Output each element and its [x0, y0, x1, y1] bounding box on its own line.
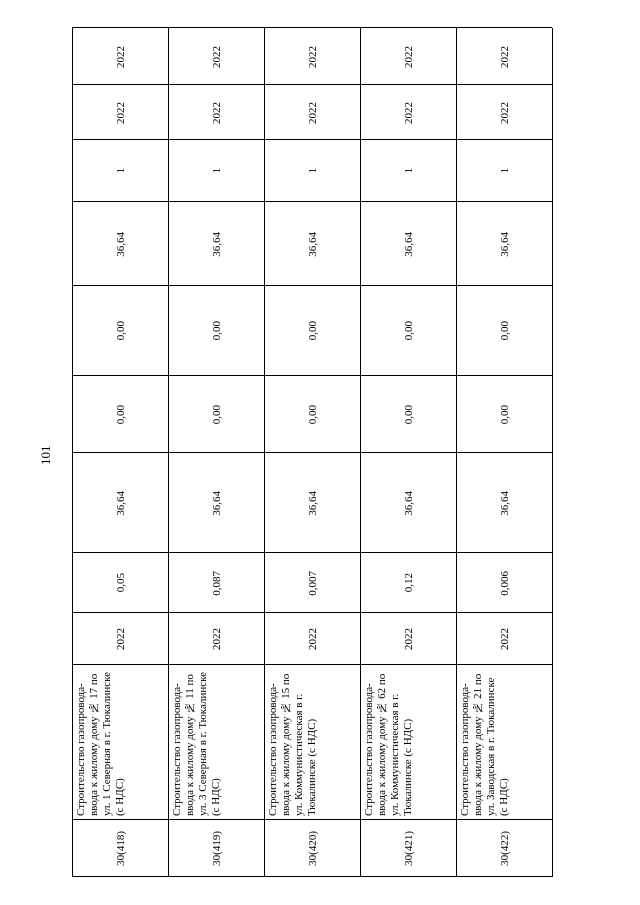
cell-text: 1: [114, 168, 127, 174]
cell-text: Строительство газопровода-ввода к жилому дому № 15 по ул. Коммунистическая в г. Тюкалинске (с НДС): [267, 673, 318, 816]
table-cell-v2: [265, 376, 361, 453]
cell-text: 36,64: [498, 231, 511, 257]
table-cell-count: [457, 140, 553, 202]
table-cell-id: [457, 820, 553, 877]
cell-text: 0,00: [402, 321, 415, 341]
cell-text: 2022: [498, 101, 511, 124]
table-cell-v2: [361, 376, 457, 453]
table-cell-name: [73, 665, 169, 820]
cell-text: 2022: [210, 628, 223, 650]
cell-text: 2022: [210, 101, 223, 124]
cell-text: 2022: [498, 45, 511, 68]
table-cell-year: [169, 613, 265, 665]
cell-text: 2022: [306, 628, 319, 650]
cell-text: 2022: [306, 101, 319, 124]
cell-text: 0,12: [402, 573, 415, 593]
cell-text: 2022: [402, 101, 415, 124]
table-cell-year: [457, 613, 553, 665]
table-cell-name: [169, 665, 265, 820]
table-grid: [72, 27, 552, 877]
table-cell-count: [169, 140, 265, 202]
cell-text: 0,00: [114, 404, 127, 425]
cell-text: 36,64: [402, 490, 415, 516]
table-cell-start: [73, 85, 169, 140]
cell-text: 2022: [210, 45, 223, 68]
table-cell-length: [265, 553, 361, 613]
table-cell-v3: [361, 286, 457, 376]
cell-text: 1: [498, 168, 511, 174]
cell-text: 0,087: [210, 570, 223, 596]
cell-text: 2022: [306, 45, 319, 68]
cell-text: 2022: [498, 628, 511, 650]
cell-text: 0,00: [306, 404, 319, 425]
cell-text: 30(419): [210, 831, 223, 866]
table-cell-start: [457, 85, 553, 140]
cell-text: Строительство газопровода-ввода к жилому дому № 62 по ул. Коммунистическая в г. Тюкалинске (с НДС): [363, 673, 414, 816]
table-cell-name: [265, 665, 361, 820]
cell-text: 2022: [114, 45, 127, 68]
table-cell-id: [361, 820, 457, 877]
table-cell-end: [361, 28, 457, 85]
table-cell-year: [73, 613, 169, 665]
cell-text: Строительство газопровода-ввода к жилому дому № 21 по ул. Заводская в г. Тюкалинске (с НДС): [459, 673, 510, 816]
cell-text: 30(418): [114, 831, 127, 866]
cell-text: 0,00: [402, 404, 415, 425]
cell-text: 30(420): [306, 831, 319, 866]
cell-text: 2022: [114, 628, 127, 650]
cell-text: 0,00: [498, 404, 511, 425]
table-cell-length: [457, 553, 553, 613]
cell-text: 30(422): [498, 831, 511, 866]
cell-text: Строительство газопровода-ввода к жилому дому № 11 по ул. 3 Северная в г. Тюкалинске (с НДС): [171, 671, 222, 816]
cell-text: 36,64: [402, 231, 415, 257]
cell-text: 36,64: [306, 231, 319, 257]
table-cell-length: [361, 553, 457, 613]
table-cell-id: [73, 820, 169, 877]
table-cell-v3: [169, 286, 265, 376]
table-cell-v3: [457, 286, 553, 376]
cell-text: 1: [210, 168, 223, 174]
cell-text: 2022: [402, 628, 415, 650]
table-cell-start: [265, 85, 361, 140]
cell-text: 0,00: [210, 321, 223, 341]
table-cell-year: [361, 613, 457, 665]
cell-text: 0,00: [498, 321, 511, 341]
table-cell-year: [265, 613, 361, 665]
cell-text: 0,00: [210, 404, 223, 425]
data-table: [72, 27, 552, 877]
table-cell-end: [169, 28, 265, 85]
table-cell-id: [265, 820, 361, 877]
cell-text: 0,00: [114, 321, 127, 341]
cell-text: 0,006: [498, 570, 511, 596]
table-cell-end: [265, 28, 361, 85]
table-cell-name: [457, 665, 553, 820]
table-cell-v2: [457, 376, 553, 453]
table-cell-count: [361, 140, 457, 202]
cell-text: 1: [306, 168, 319, 174]
table-cell-count: [73, 140, 169, 202]
table-cell-v1: [265, 453, 361, 553]
table-cell-v4: [457, 202, 553, 286]
cell-text: 0,00: [306, 321, 319, 341]
cell-text: 0,007: [306, 570, 319, 596]
cell-text: Строительство газопровода-ввода к жилому дому № 17 по ул. 1 Северная в г. Тюкалинске (с НДС): [75, 671, 126, 816]
cell-text: 0,05: [114, 573, 127, 593]
table-cell-v4: [73, 202, 169, 286]
cell-text: 36,64: [306, 490, 319, 516]
table-cell-v2: [73, 376, 169, 453]
table-cell-v4: [361, 202, 457, 286]
table-cell-start: [169, 85, 265, 140]
table-cell-start: [361, 85, 457, 140]
table-cell-v3: [73, 286, 169, 376]
table-cell-length: [73, 553, 169, 613]
table-cell-end: [73, 28, 169, 85]
table-cell-end: [457, 28, 553, 85]
table-cell-v1: [457, 453, 553, 553]
table-cell-count: [265, 140, 361, 202]
cell-text: 36,64: [114, 231, 127, 257]
table-cell-name: [361, 665, 457, 820]
table-cell-id: [169, 820, 265, 877]
table-cell-v2: [169, 376, 265, 453]
table-cell-length: [169, 553, 265, 613]
cell-text: 2022: [402, 45, 415, 68]
cell-text: 36,64: [498, 490, 511, 516]
table-cell-v1: [73, 453, 169, 553]
table-cell-v1: [169, 453, 265, 553]
page-number: 101: [38, 445, 53, 465]
table-cell-v4: [169, 202, 265, 286]
cell-text: 36,64: [210, 490, 223, 516]
cell-text: 30(421): [402, 831, 415, 866]
table-cell-v4: [265, 202, 361, 286]
table-cell-v1: [361, 453, 457, 553]
cell-text: 1: [402, 168, 415, 174]
cell-text: 2022: [114, 101, 127, 124]
cell-text: 36,64: [210, 231, 223, 257]
table-cell-v3: [265, 286, 361, 376]
cell-text: 36,64: [114, 490, 127, 516]
